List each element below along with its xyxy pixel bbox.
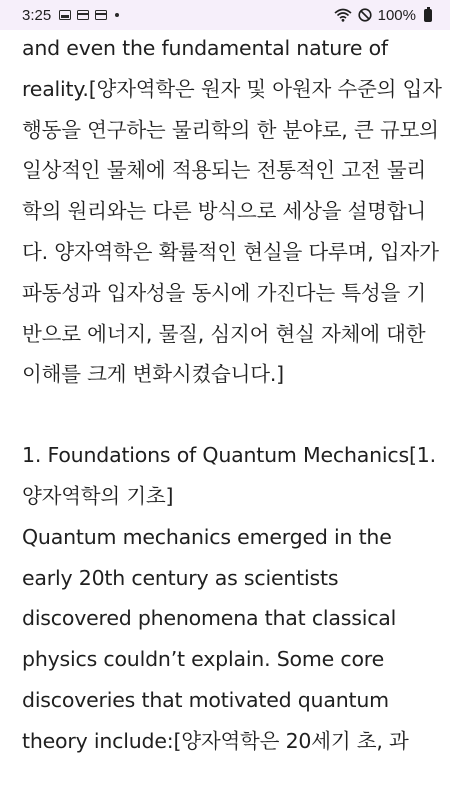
battery-icon [424,9,432,22]
status-left [22,7,119,24]
wifi-icon [334,8,352,22]
battery-percent: 100% [377,6,416,24]
photo-icon [59,10,71,20]
calendar-icon [95,10,107,20]
article-content [22,28,442,762]
intro-paragraph: and even the fundamental nature of reality.[양자역학은 원자 및 아원자 수준의 입자 행동을 연구하는 물리학의 한 분야로, 큰 규모의 일상적인 물체에 적용되는 전통적인 고전 물리학의 원리와는 다른 방식으로 세상을 설명합니다. 양자역학은 확률적인 현실을 다루며, 입자가 파동성과 입자성을 동시에 가진다는 특성을 기반으로 에너지, 물질, 심지어 현실 자체에 대한 이해를 크게 변화시켰습니다.] [22,36,442,387]
status-bar [0,0,450,30]
notification-dot-icon [115,13,119,17]
paragraph-spacer [22,395,442,435]
section-paragraph: Quantum mechanics emerged in the early 20th century as scientists discovered phenomena that classical physics couldn’t explain. Some core discoveries that motivated quantum theory include:[양자역학은 20세기 초, 과 [22,524,409,753]
calendar-icon [77,10,89,20]
do-not-disturb-icon [358,8,372,22]
section-heading: 1. Foundations of Quantum Mechanics[1. 양자역학의 기초] [22,443,436,508]
status-time: 3:25 [22,6,52,24]
status-right [334,7,432,24]
